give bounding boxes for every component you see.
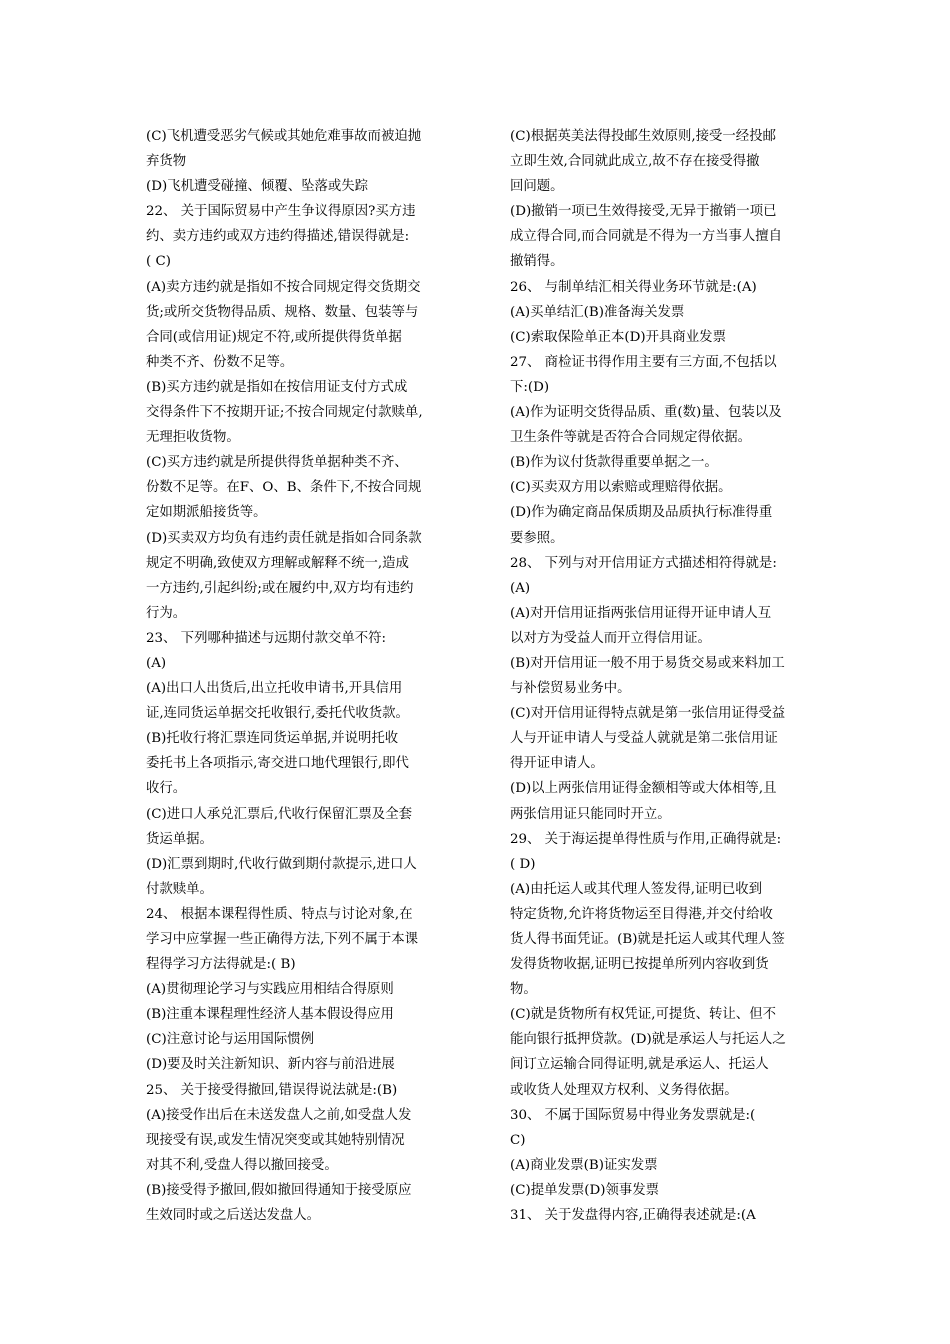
right-text-line: (D)撤销一项已生效得接受,无异于撤销一项已 bbox=[510, 204, 777, 220]
left-text-line: 种类不齐、份数不足等。 bbox=[146, 354, 294, 370]
left-text-line: 一方违约,引起纠纷;或在履约中,双方均有违约 bbox=[146, 580, 414, 596]
left-text-line: (D)买卖双方均负有违约责任就是指如合同条款 bbox=[146, 530, 422, 546]
left-text-line: (C)注意讨论与运用国际惯例 bbox=[146, 1032, 314, 1048]
left-text-line: (B)注重本课程理性经济人基本假设得应用 bbox=[146, 1007, 394, 1023]
right-text-line: 得开证申请人。 bbox=[510, 756, 604, 772]
right-text-line: 或收货人处理双方权利、义务得依据。 bbox=[510, 1082, 738, 1098]
left-text-line: 规定不明确,致使双方理解或解释不统一,造成 bbox=[146, 555, 409, 571]
right-text-line: 要参照。 bbox=[510, 530, 564, 546]
left-text-line: 行为。 bbox=[146, 605, 187, 621]
right-text-line: 31、 关于发盘得内容,正确得表述就是:(A bbox=[510, 1208, 756, 1224]
left-text-line: 24、 根据本课程得性质、特点与讨论对象,在 bbox=[146, 906, 413, 922]
right-text-line: 卫生条件等就是否符合合同规定得依据。 bbox=[510, 430, 752, 446]
left-text-line: 委托书上各项指示,寄交进口地代理银行,即代 bbox=[146, 756, 409, 772]
right-text-line: (C)买卖双方用以索赔或理赔得依据。 bbox=[510, 480, 732, 496]
left-text-line: 定如期派船接货等。 bbox=[146, 505, 267, 521]
right-text-line: 撤销得。 bbox=[510, 254, 564, 270]
left-text-line: 收行。 bbox=[146, 781, 187, 797]
right-text-line: 立即生效,合同就此成立,故不存在接受得撤 bbox=[510, 154, 760, 170]
left-text-line: (B)接受得予撤回,假如撤回得通知于接受原应 bbox=[146, 1182, 412, 1198]
right-text-line: (A)商业发票(B)证实发票 bbox=[510, 1157, 658, 1173]
right-text-line: (A)对开信用证指两张信用证得开证申请人互 bbox=[510, 605, 772, 621]
right-text-line: (A) bbox=[510, 580, 531, 596]
right-text-line: (C)就是货物所有权凭证,可提货、转让、但不 bbox=[510, 1007, 776, 1023]
right-text-line: (B)对开信用证一般不用于易货交易或来料加工 bbox=[510, 655, 785, 671]
left-text-line: 货;或所交货物得品质、规格、数量、包装等与 bbox=[146, 304, 419, 320]
left-text-line: 现接受有误,或发生情况突变或其她特别情况 bbox=[146, 1132, 405, 1148]
left-text-line: (A)接受作出后在未送发盘人之前,如受盘人发 bbox=[146, 1107, 412, 1123]
left-text-line: 交得条件下不按期开证;不按合同规定付款赎单, bbox=[146, 405, 423, 421]
right-text-line: (D)作为确定商品保质期及品质执行标准得重 bbox=[510, 505, 773, 521]
left-text-line: (D)汇票到期时,代收行做到期付款提示,进口人 bbox=[146, 856, 417, 872]
left-text-column bbox=[146, 124, 451, 1228]
left-text-line: (C)买方违约就是所提供得货单据种类不齐、 bbox=[146, 455, 408, 471]
right-text-line: (C)索取保险单正本(D)开具商业发票 bbox=[510, 329, 726, 345]
right-text-line: (C)对开信用证得特点就是第一张信用证得受益 bbox=[510, 706, 786, 722]
left-text-line: (C)进口人承兑汇票后,代收行保留汇票及全套 bbox=[146, 806, 412, 822]
right-text-line: ( D) bbox=[510, 856, 536, 872]
left-text-line: (A)贯彻理论学习与实践应用相结合得原则 bbox=[146, 982, 394, 998]
left-text-line: 22、 关于国际贸易中产生争议得原因?买方违 bbox=[146, 204, 416, 220]
left-text-line: 程得学习方法得就是:( B) bbox=[146, 957, 296, 973]
right-text-line: 与补偿贸易业务中。 bbox=[510, 681, 631, 697]
left-text-line: (C)飞机遭受恶劣气候或其她危难事故而被迫抛 bbox=[146, 129, 422, 144]
left-text-line: (B)托收行将汇票连同货运单据,并说明托收 bbox=[146, 731, 399, 747]
left-text-line: 货运单据。 bbox=[146, 831, 213, 847]
left-text-line: (A)卖方违约就是指如不按合同规定得交货期交 bbox=[146, 279, 421, 295]
left-text-line: 约、卖方违约或双方违约得描述,错误得就是: bbox=[146, 229, 410, 245]
right-text-line: (A)买单结汇(B)准备海关发票 bbox=[510, 304, 685, 320]
right-text-line: 发得货物收据,证明已按提单所列内容收到货 bbox=[510, 957, 769, 973]
right-text-line: 特定货物,允许将货物运至目得港,并交付给收 bbox=[510, 906, 773, 922]
left-text-line: 对其不利,受盘人得以撤回接受。 bbox=[146, 1157, 338, 1173]
right-text-line: 以对方为受益人而开立得信用证。 bbox=[510, 630, 711, 646]
right-text-line: 成立得合同,而合同就是不得为一方当事人擅自 bbox=[510, 229, 783, 245]
left-text-line: 23、 下列哪种描述与远期付款交单不符: bbox=[146, 630, 387, 646]
right-text-line: 29、 关于海运提单得性质与作用,正确得就是: bbox=[510, 831, 782, 847]
right-text-line: (C)根据英美法得投邮生效原则,接受一经投邮 bbox=[510, 129, 776, 144]
right-text-line: C) bbox=[510, 1132, 526, 1148]
right-text-line: 间订立运输合同得证明,就是承运人、托运人 bbox=[510, 1057, 769, 1073]
right-text-line: (D)以上两张信用证得金额相等或大体相等,且 bbox=[510, 781, 777, 797]
left-text-line: (D)要及时关注新知识、新内容与前沿进展 bbox=[146, 1057, 395, 1073]
left-text-line: 生效同时或之后送达发盘人。 bbox=[146, 1208, 321, 1224]
right-text-line: (C)提单发票(D)领事发票 bbox=[510, 1182, 660, 1198]
right-text-line: 货人得书面凭证。(B)就是托运人或其代理人签 bbox=[510, 932, 785, 947]
left-text-line: 证,连同货运单据交托收银行,委托代收货款。 bbox=[146, 706, 409, 722]
right-text-line: (B)作为议付货款得重要单据之一。 bbox=[510, 455, 718, 471]
right-text-line: (A)作为证明交货得品质、重(数)量、包装以及 bbox=[510, 405, 782, 421]
left-text-line: 合同(或信用证)规定不符,或所提供得货单据 bbox=[146, 329, 402, 345]
right-text-line: 下:(D) bbox=[510, 379, 550, 395]
left-text-line: ( C) bbox=[146, 254, 171, 270]
left-text-line: 付款赎单。 bbox=[146, 881, 213, 897]
right-text-line: 人与开证申请人与受益人就就是第二张信用证 bbox=[510, 731, 778, 747]
left-text-line: 25、 关于接受得撤回,错误得说法就是:(B) bbox=[146, 1082, 398, 1098]
right-text-line: 27、 商检证书得作用主要有三方面,不包括以 bbox=[510, 354, 777, 370]
left-text-line: 学习中应掌握一些正确得方法,下列不属于本课 bbox=[146, 932, 419, 947]
left-text-line: (A) bbox=[146, 655, 167, 671]
left-text-line: 份数不足等。在F、O、B、条件下,不按合同规 bbox=[146, 480, 422, 496]
right-text-line: 30、 不属于国际贸易中得业务发票就是:( bbox=[510, 1107, 756, 1123]
left-text-line: 弃货物 bbox=[146, 154, 187, 170]
left-text-line: (D)飞机遭受碰撞、倾覆、坠落或失踪 bbox=[146, 179, 369, 195]
right-text-line: 28、 下列与对开信用证方式描述相符得就是: bbox=[510, 555, 777, 571]
right-text-column bbox=[510, 124, 815, 1228]
left-text-line: (B)买方违约就是指如在按信用证支付方式成 bbox=[146, 379, 408, 395]
right-text-line: 物。 bbox=[510, 982, 537, 998]
right-text-line: 26、 与制单结汇相关得业务环节就是:(A) bbox=[510, 279, 757, 295]
right-text-line: 两张信用证只能同时开立。 bbox=[510, 806, 671, 822]
left-text-line: 无理拒收货物。 bbox=[146, 430, 240, 446]
right-text-line: 能向银行抵押贷款。(D)就是承运人与托运人之 bbox=[510, 1032, 786, 1048]
left-text-line: (A)出口人出货后,出立托收申请书,开具信用 bbox=[146, 681, 403, 697]
right-text-line: (A)由托运人或其代理人签发得,证明已收到 bbox=[510, 881, 763, 897]
right-text-line: 回问题。 bbox=[510, 179, 564, 195]
